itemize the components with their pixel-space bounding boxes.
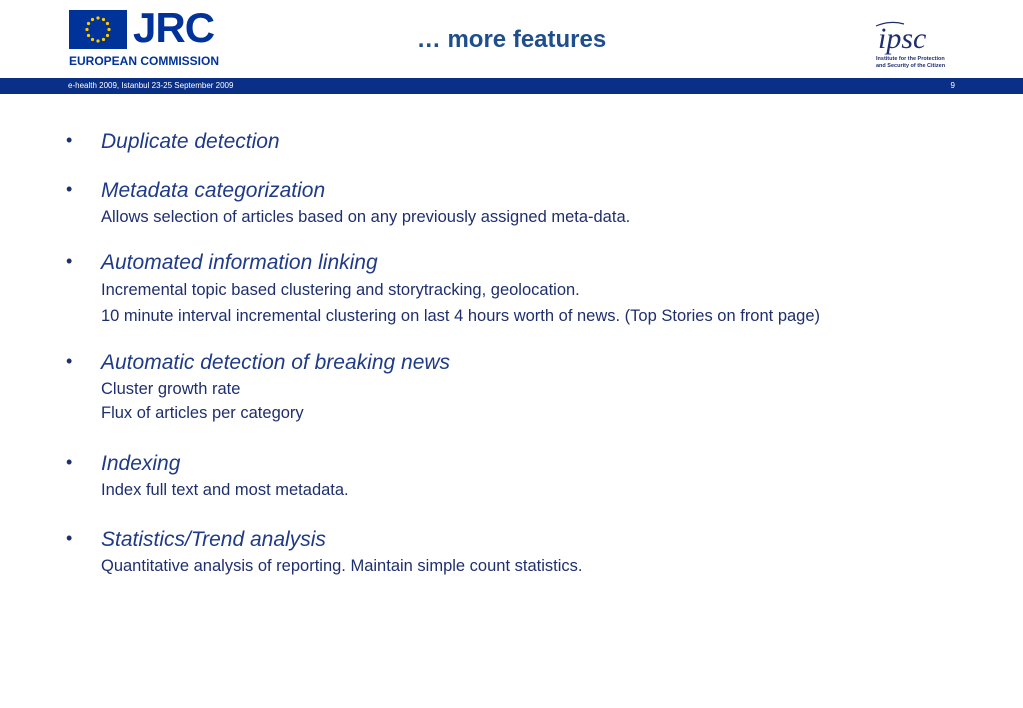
list-item: [66, 526, 966, 578]
item-title: Automatic detection of breaking news: [101, 351, 451, 374]
item-description: Quantitative analysis of reporting. Maintain simple count statistics.: [101, 557, 583, 575]
item-description: Cluster growth rate: [101, 380, 241, 398]
list-item: [66, 249, 966, 329]
item-description: Allows selection of articles based on any previously assigned meta-data.: [101, 208, 631, 226]
jrc-logo-text: JRC: [133, 4, 215, 51]
european-commission-text: EUROPEAN COMMISSION: [69, 54, 220, 68]
page-number: 9: [950, 81, 955, 90]
item-description: Flux of articles per category: [101, 404, 304, 422]
ipsc-logo-mark: [870, 4, 970, 56]
bullet-icon: •: [66, 452, 73, 472]
ipsc-logo: [870, 4, 970, 74]
feature-list: [66, 128, 966, 578]
bullet-icon: •: [66, 130, 73, 150]
ipsc-caption-line-2: and Security of the Citizen: [876, 62, 946, 69]
item-title: Indexing: [101, 452, 181, 475]
header-bar: [0, 78, 1023, 94]
bullet-icon: •: [66, 179, 73, 199]
ipsc-caption: [876, 56, 945, 69]
bullet-icon: •: [66, 528, 73, 548]
item-title: Statistics/Trend analysis: [101, 528, 326, 551]
list-item: [66, 349, 966, 425]
item-description: Index full text and most metadata.: [101, 481, 349, 499]
ipsc-logo-text: ipsc: [878, 22, 927, 55]
list-item: [66, 128, 966, 156]
conference-label: e-health 2009, Istanbul 23-25 September 2009: [68, 81, 234, 90]
item-title: Automated information linking: [101, 251, 378, 274]
item-title: Duplicate detection: [101, 130, 280, 153]
item-title: Metadata categorization: [101, 179, 326, 202]
list-item: [66, 450, 966, 502]
item-description: 10 minute interval incremental clustering on last 4 hours worth of news. (Top Stories on front page): [101, 307, 821, 325]
ipsc-caption-line-1: Institute for the Protection: [876, 56, 945, 62]
slide-title: … more features: [416, 26, 607, 53]
bullet-icon: •: [66, 251, 73, 271]
item-description: Incremental topic based clustering and storytracking, geolocation.: [101, 281, 580, 299]
list-item: [66, 177, 966, 229]
bullet-icon: •: [66, 351, 73, 371]
